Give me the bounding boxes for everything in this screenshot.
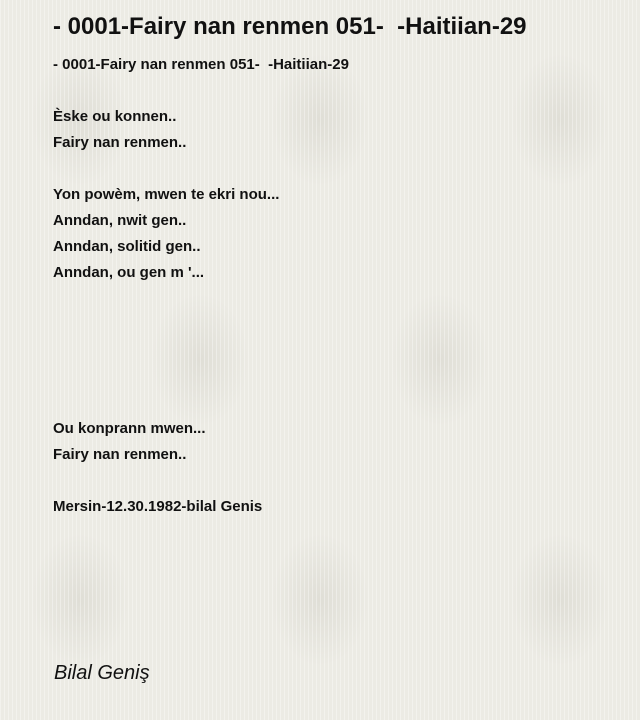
- stanza-break: [53, 390, 613, 416]
- poem-body: [53, 52, 613, 520]
- stanza-break: [53, 156, 613, 182]
- page-title: - 0001-Fairy nan renmen 051- -Haitiian-29: [53, 13, 527, 40]
- stanza-break: [53, 468, 613, 494]
- stanza-break: [53, 78, 613, 104]
- poem-signature: Mersin-12.30.1982-bilal Genis: [53, 498, 263, 515]
- poem-subtitle: - 0001-Fairy nan renmen 051- -Haitiian-29: [53, 56, 349, 73]
- poem-line: Èske ou konnen..: [53, 108, 177, 125]
- poem-line: Anndan, ou gen m '...: [53, 264, 205, 281]
- author-name: Bilal Geniş: [54, 662, 150, 684]
- poem-line: Fairy nan renmen..: [53, 134, 187, 151]
- stanza-break: [53, 364, 613, 390]
- poem-line: Anndan, nwit gen..: [53, 212, 187, 229]
- stanza-break: [53, 286, 613, 312]
- stanza-break: [53, 312, 613, 338]
- poem-line: Fairy nan renmen..: [53, 446, 187, 463]
- stanza-break: [53, 338, 613, 364]
- poem-line: Ou konprann mwen...: [53, 420, 206, 437]
- poem-line: Yon powèm, mwen te ekri nou...: [53, 186, 280, 203]
- poem-line: Anndan, solitid gen..: [53, 238, 201, 255]
